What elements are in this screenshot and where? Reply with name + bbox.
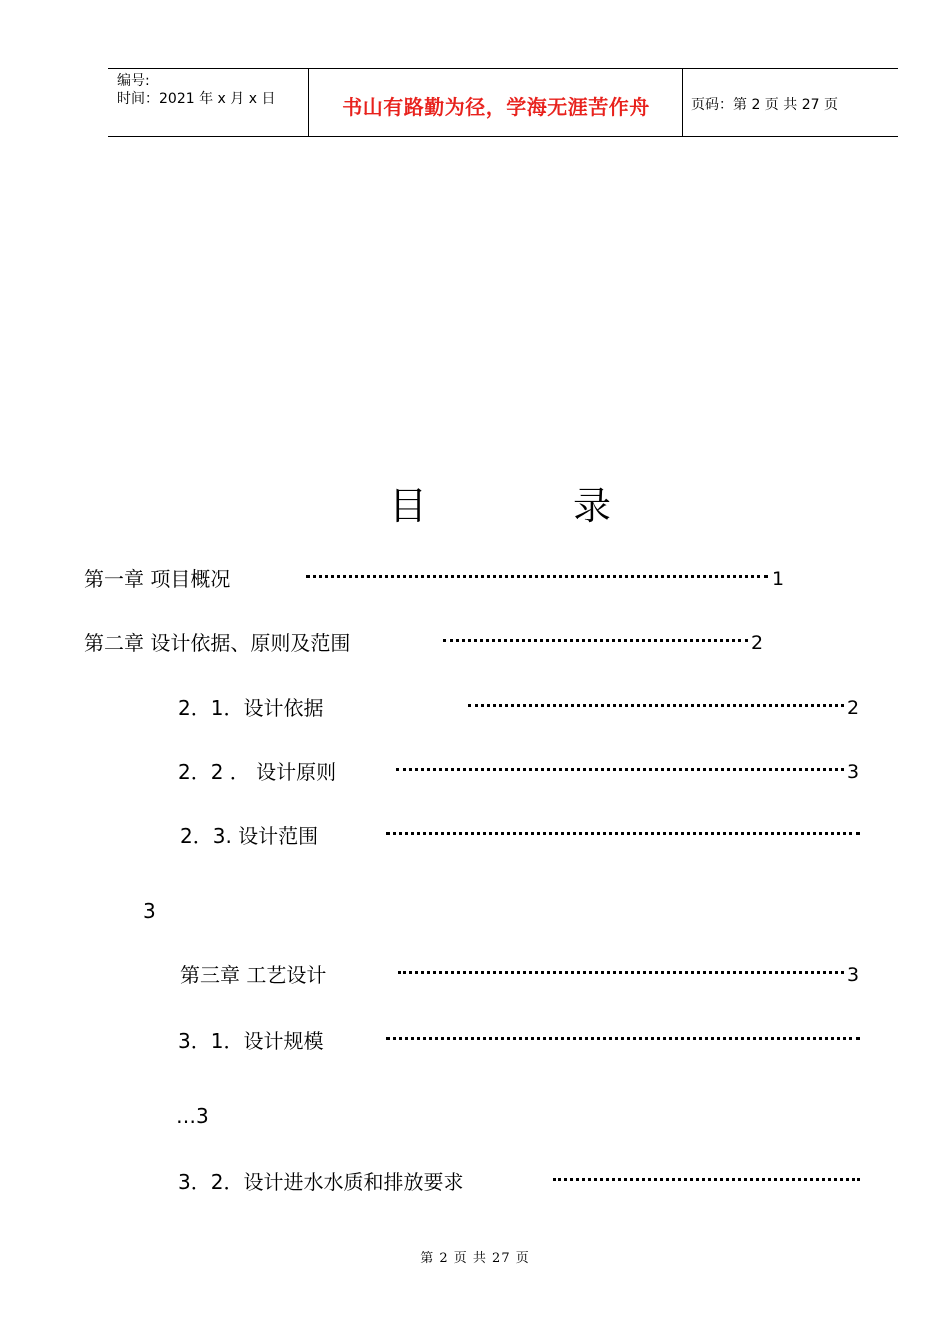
toc-leader: [396, 768, 844, 771]
toc-entry-chapter-2[interactable]: 第二章 设计依据、原则及范围: [84, 631, 351, 655]
toc-entry-section-3-2[interactable]: 3．2．设计进水水质和排放要求: [178, 1170, 464, 1194]
toc-page-number: 1: [772, 568, 785, 590]
toc-leader: [386, 1037, 860, 1040]
toc-entry-section-2-3[interactable]: 2．3. 设计范围: [180, 824, 319, 848]
header-motto: 书山有路勤为径，学海无涯苦作舟: [342, 95, 650, 119]
page-footer: 第 2 页 共 27 页: [420, 1251, 530, 1266]
header-divider-right: [682, 68, 683, 136]
toc-page-number: 2: [751, 632, 764, 654]
toc-leader: [443, 639, 748, 642]
header-divider-left: [308, 68, 309, 136]
toc-page-number: 2: [847, 697, 860, 719]
toc-wrapped-page-number: …3: [176, 1104, 209, 1128]
toc-entry-section-3-1[interactable]: 3．1．设计规模: [178, 1029, 324, 1053]
toc-entry-section-2-2[interactable]: 2．2 ． 设计原则: [178, 760, 337, 784]
toc-wrapped-page-number: 3: [143, 899, 156, 923]
toc-leader: [398, 971, 844, 974]
toc-page-number: 3: [847, 761, 860, 783]
toc-entry-chapter-1[interactable]: 第一章 项目概况: [84, 567, 231, 591]
toc-title-char-1: 目: [389, 484, 428, 528]
toc-leader: [468, 704, 844, 707]
header-bottom-rule: [108, 136, 898, 137]
serial-label: 编号:: [117, 73, 150, 89]
toc-leader: [386, 832, 860, 835]
toc-entry-chapter-3[interactable]: 第三章 工艺设计: [180, 963, 327, 987]
header-top-rule: [108, 68, 898, 69]
time-label: 时间：2021 年 x 月 x 日: [117, 91, 276, 107]
toc-entry-section-2-1[interactable]: 2．1．设计依据: [178, 696, 324, 720]
header-page-info: 页码：第 2 页 共 27 页: [691, 97, 838, 113]
toc-leader: [306, 575, 768, 578]
toc-title-char-2: 录: [573, 484, 612, 528]
toc-leader: [553, 1178, 860, 1181]
toc-page-number: 3: [847, 964, 860, 986]
